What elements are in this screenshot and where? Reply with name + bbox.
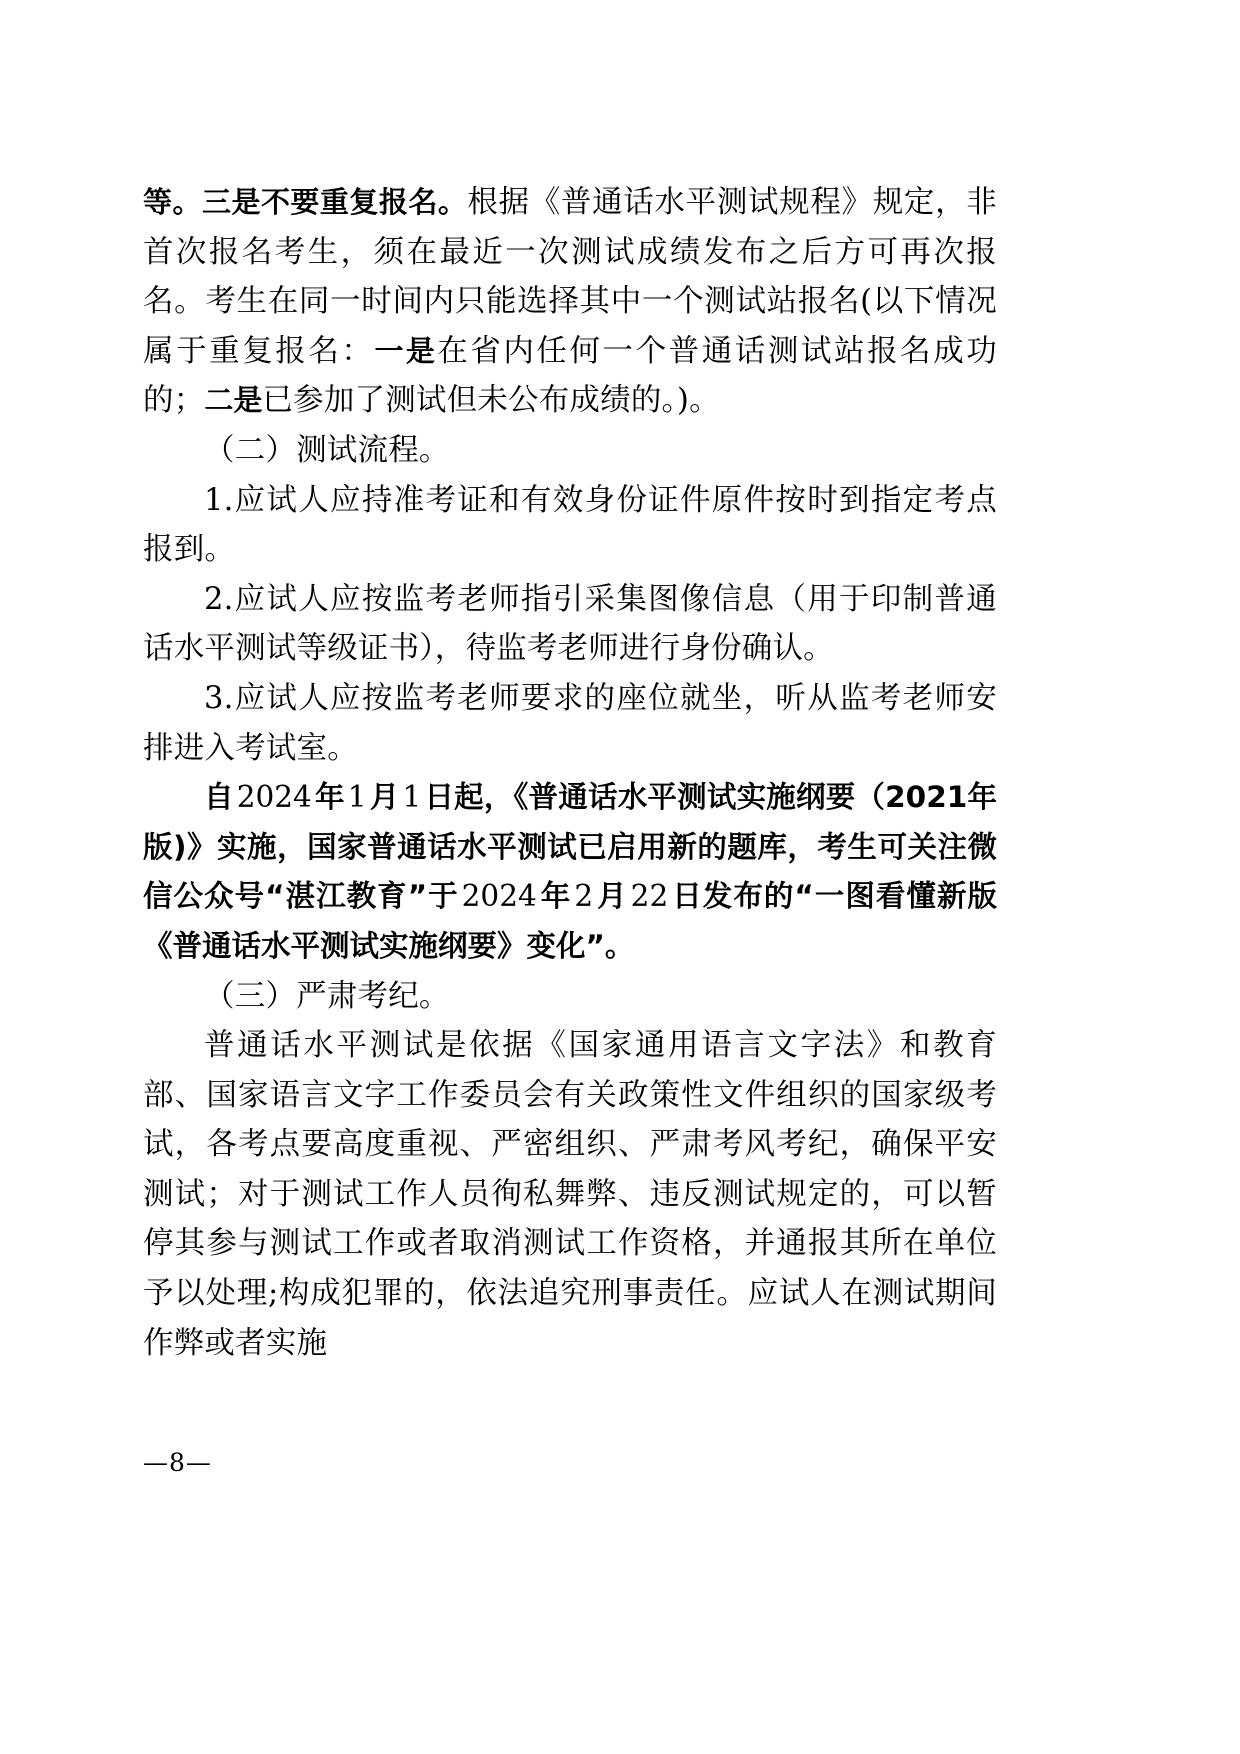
emphasis-run-first-case: 一是 — [374, 333, 438, 368]
emphasis-run-second-case: 二是 — [204, 383, 263, 418]
list-item-2-image-capture: 2.应试人应按监考老师指引采集图像信息（用于印制普通话水平测试等级证书），待监考老师进行身份确认。 — [143, 581, 997, 667]
notice-run-article-title: 日发布的“一图看懂新版《普通话水平测试实施纲要》变化”。 — [143, 879, 997, 963]
list-item-1-report-in: 1.应试人应持准考证和有效身份证件原件按时到指定考点报到。 — [143, 482, 997, 568]
page-number: —8— — [143, 1448, 212, 1477]
notice-day-22: 22 — [630, 879, 669, 914]
notice-month-2: 2 — [574, 879, 594, 914]
notice-run-month-char: 月 — [369, 780, 400, 815]
notice-run-year-char: 年 — [314, 780, 345, 815]
notice-day-1: 1 — [402, 780, 422, 815]
paragraph-run-first-case-text: 在省内任何一个普通话测试站报名成功的； — [143, 333, 997, 419]
notice-month-1: 1 — [347, 780, 367, 815]
notice-run-outline-text: 日起，《普通话水平测试实施纲要（2021年版)》实施，国家普通话水平测试已启用新的题库，考生可关注微信公众号“湛江教育”于 — [143, 780, 997, 914]
heading-strict-discipline: （三）严肃考纪。 — [204, 978, 450, 1014]
heading-test-process: （二）测试流程。 — [204, 432, 450, 468]
notice-year-2024-publish: 2024 — [461, 879, 537, 914]
notice-run-from: 自 — [204, 780, 234, 815]
paragraph-run-regulation-text: 根据《普通话水平测试规程》规定，非首次报名考生，须在最近一次测试成绩发布之后方可再次报名。考生在同一时间内只能选择其中一个测试站报名(以下情况属于重复报名： — [143, 185, 997, 369]
paragraph-2024-new-outline-notice — [143, 773, 997, 971]
notice-run-year-char-2: 年 — [539, 879, 572, 914]
notice-year-2024-start: 2024 — [236, 780, 312, 815]
list-item-3-seating: 3.应试人应按监考老师要求的座位就坐，听从监考老师安排进入考试室。 — [143, 680, 997, 766]
paragraph-discipline-body: 普通话水平测试是依据《国家通用语言文字法》和教育部、国家语言文字工作委员会有关政策性文件组织的国家级考试，各考点要高度重视、严密组织、严肃考风考纪，确保平安测试；对于测试工作人员徇私舞弊、违反测试规定的，可以暂停其参与测试工作或者取消测试工作资格，并通报其所在单位予以处理;构成犯罪的，依法追究刑事责任。应试人在测试期间作弊或者实施 — [143, 1028, 997, 1361]
emphasis-run-three-no-duplicate-registration: 等。三是不要重复报名。 — [143, 185, 468, 219]
paragraph-registration-rules — [143, 178, 997, 426]
document-body — [143, 178, 997, 1368]
notice-run-month-char-2: 月 — [596, 879, 628, 914]
paragraph-run-second-case-text: 已参加了测试但未公布成绩的。)。 — [262, 383, 720, 419]
